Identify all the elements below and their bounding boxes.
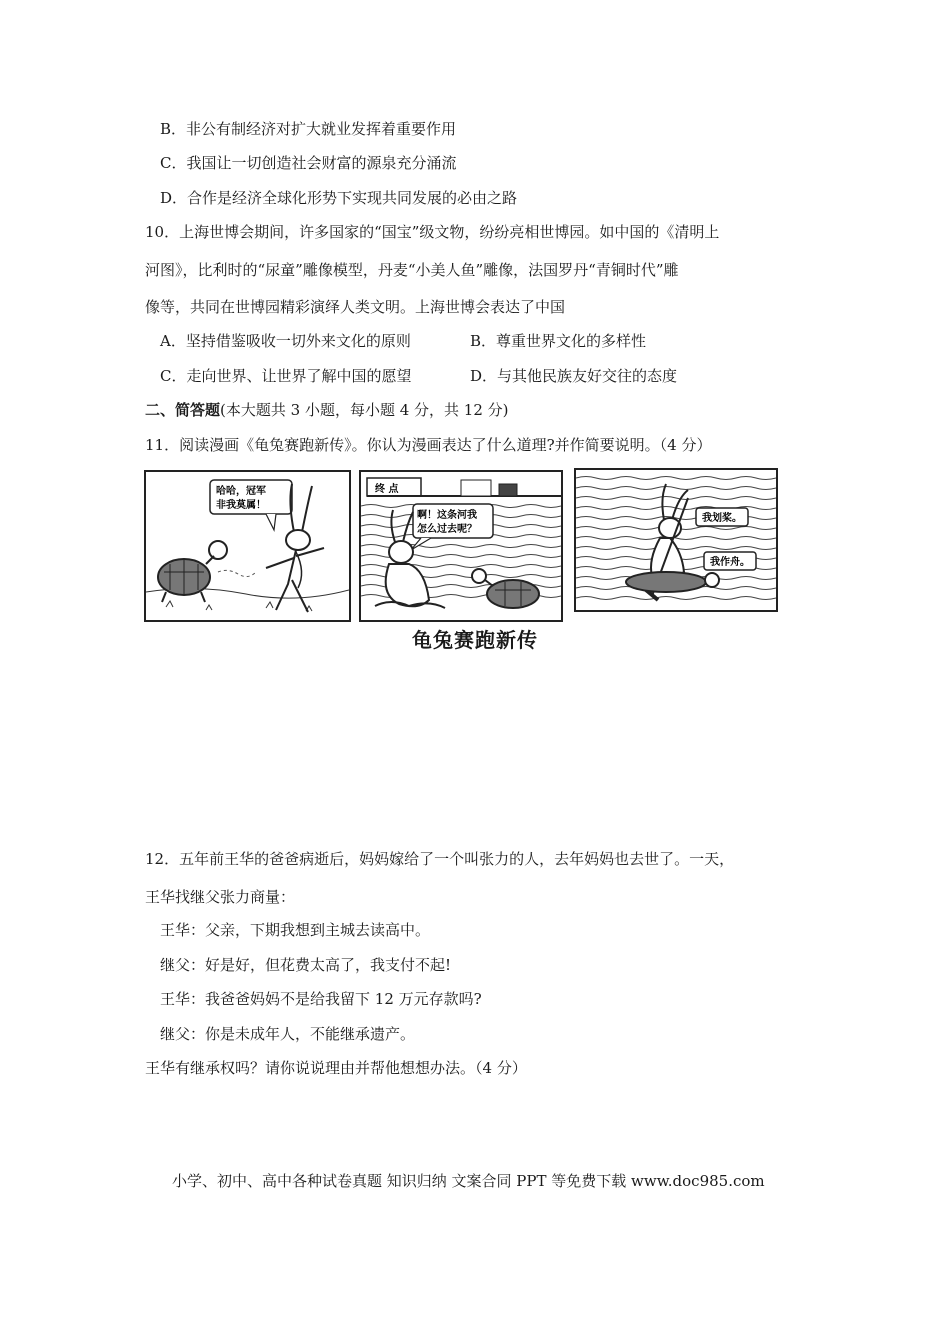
q10-line-1: 10．上海世博会期间，许多国家的“国宝”级文物，纷纷亮相世博园。如中国的《清明上 <box>145 223 720 241</box>
q12-line-2: 王华找继父张力商量： <box>145 888 296 906</box>
panel3-bubble-1: 我划桨。 <box>702 513 742 524</box>
q12-dialogue-4: 继父：你是未成年人，不能继承遗产。 <box>160 1025 416 1043</box>
q12-dialogue-1: 王华：父亲，下期我想到主城去读高中。 <box>160 921 431 939</box>
section-heading <box>145 400 509 420</box>
comic-panel-2 <box>359 470 563 622</box>
panel2-finish-sign: 终 点 <box>375 484 399 495</box>
footer-text: 小学、初中、高中各种试卷真题 知识归纳 文案合同 PPT 等免费下载 www.doc985.com <box>172 1172 765 1190</box>
q9-option-d: D．合作是经济全球化形势下实现共同发展的必由之路 <box>160 189 518 207</box>
q10-line-3: 像等，共同在世博园精彩演绎人类文明。上海世博会表达了中国 <box>145 298 566 316</box>
comic-panel-1-drawing <box>146 472 349 620</box>
q10-line-2: 河图》，比利时的“尿童”雕像模型，丹麦“小美人鱼”雕像，法国罗丹“青铜时代”雕 <box>145 261 679 279</box>
comic-panel-2-drawing <box>361 472 561 620</box>
tortoise-boat-figure <box>626 572 719 592</box>
q10-option-a: A．坚持借鉴吸收一切外来文化的原则 <box>160 332 411 350</box>
q10-option-d: D．与其他民族友好交往的态度 <box>470 367 678 385</box>
q9-option-c: C．我国让一切创造社会财富的源泉充分涌流 <box>160 154 457 172</box>
comic-panel-1 <box>144 470 351 622</box>
q12-line-1: 12．五年前王华的爸爸病逝后，妈妈嫁给了一个叫张力的人，去年妈妈也去世了。一天， <box>145 850 735 868</box>
tortoise-figure <box>158 541 227 602</box>
q11-text: 11．阅读漫画《龟兔赛跑新传》。你认为漫画表达了什么道理?并作简要说明。（4 分） <box>145 436 712 454</box>
panel3-bubble-2: 我作舟。 <box>710 557 750 568</box>
panel2-bubble-line-1: 啊！这条河我 <box>417 510 477 521</box>
section-heading-title: 二、简答题 <box>145 401 221 419</box>
panel1-bubble-line-2: 非我莫属！ <box>216 500 266 511</box>
panel1-bubble-line-1: 哈哈，冠军 <box>216 486 266 497</box>
comic-panel-3 <box>574 468 778 612</box>
q10-option-c: C．走向世界、让世界了解中国的愿望 <box>160 367 412 385</box>
q12-dialogue-2: 继父：好是好，但花费太高了，我支付不起! <box>160 956 452 974</box>
comic-title: 龟兔赛跑新传 <box>412 628 538 652</box>
q12-question: 王华有继承权吗？请你说说理由并帮他想想办法。（4 分） <box>145 1059 527 1077</box>
panel2-bubble-line-2: 怎么过去呢？ <box>417 524 477 535</box>
q9-option-b: B．非公有制经济对扩大就业发挥着重要作用 <box>160 120 457 138</box>
section-heading-note: (本大题共 3 小题，每小题 4 分，共 12 分) <box>220 401 509 419</box>
q10-option-b: B．尊重世界文化的多样性 <box>470 332 647 350</box>
q12-dialogue-3: 王华：我爸爸妈妈不是给我留下 12 万元存款吗? <box>160 990 482 1008</box>
comic-panel-3-drawing <box>576 470 776 610</box>
